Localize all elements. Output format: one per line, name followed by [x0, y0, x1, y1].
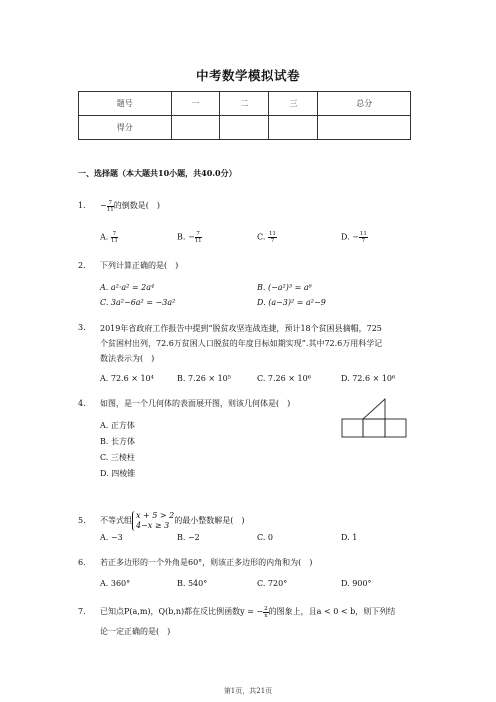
rect-face [363, 419, 385, 437]
inequality-system: x + 5 > 2 4−x ≥ 3 [132, 511, 174, 531]
net-diagram [341, 397, 407, 439]
table-header-cell: 二 [220, 92, 269, 116]
table-row [79, 92, 411, 116]
option-a[interactable]: A. $\frac{7}{11}$ [100, 231, 118, 244]
score-cell[interactable] [171, 116, 220, 140]
option-b[interactable]: B. 540° [177, 579, 208, 588]
option-b[interactable]: B. 长方体 [100, 437, 135, 446]
option-d[interactable]: D. 四棱锥 [100, 469, 136, 478]
option-b[interactable]: B. 7.26 × 10⁵ [177, 374, 231, 383]
option-c[interactable]: C. 720° [257, 579, 288, 588]
rect-face [342, 419, 363, 437]
option-d[interactable]: D. (a−3)² = a²−9 [257, 298, 326, 307]
table-row [79, 116, 411, 140]
question-3-line: 个贫困村出列，72.6万贫困人口脱贫的年度目标如期实现”.其中72.6万用科学记 [100, 339, 383, 348]
score-cell[interactable] [318, 116, 411, 140]
option-c[interactable]: C. $\frac{11}{7}$ [257, 231, 276, 244]
option-b[interactable]: B. − $\frac{7}{11}$ [177, 231, 202, 244]
question-7-line: 论一定正确的是( ) [100, 627, 171, 636]
question-3-line: 2019年省政府工作报告中提到“脱贫攻坚连战连捷，预计18个贫困县摘帽，725 [100, 324, 382, 333]
option-b[interactable]: B. (−a²)³ = a⁶ [257, 283, 312, 292]
question-1: 1. − $\frac{7}{11}$ 的倒数是( ) [78, 199, 160, 213]
question-2: 2. 下列计算正确的是( ) [78, 261, 179, 270]
question-5: 5. 不等式组 x + 5 > 2 4−x ≥ 3 的最小整数解是( ) [78, 511, 245, 530]
option-b[interactable]: B. −2 [177, 533, 200, 542]
option-a[interactable]: A. 360° [100, 579, 131, 588]
table-header-cell: 题号 [79, 92, 172, 116]
score-table [78, 91, 411, 140]
table-header-cell: 一 [171, 92, 220, 116]
option-d[interactable]: D. 900° [341, 579, 372, 588]
score-cell[interactable] [220, 116, 269, 140]
option-d[interactable]: D. 72.6 × 10⁶ [341, 374, 396, 383]
question-6: 6. 若正多边形的一个外角是60°，则该正多边形的内角和为( ) [78, 558, 313, 567]
table-row-label: 得分 [79, 116, 172, 140]
option-a[interactable]: A. −3 [100, 533, 123, 542]
rect-face [385, 419, 406, 437]
question-3-line: 数法表示为( ) [100, 354, 155, 363]
table-header-cell: 总分 [318, 92, 411, 116]
option-a[interactable]: A. a²·a² = 2a⁴ [100, 283, 155, 292]
triangle-face [363, 399, 385, 419]
option-c[interactable]: C. 三棱柱 [100, 453, 135, 462]
page-footer: 第1页，共21页 [223, 687, 273, 695]
option-d[interactable]: D. 1 [341, 533, 358, 542]
option-a[interactable]: A. 72.6 × 10⁴ [100, 374, 154, 383]
fraction: $\frac{7}{11}$ [106, 199, 114, 213]
table-header-cell: 三 [269, 92, 318, 116]
question-3-number: 3. [78, 323, 86, 332]
section-heading: 一、选择题（本大题共10小题，共40.0分） [78, 168, 237, 178]
option-a[interactable]: A. 正方体 [100, 421, 135, 430]
score-cell[interactable] [269, 116, 318, 140]
option-c[interactable]: C. 7.26 × 10⁶ [257, 374, 311, 383]
option-c[interactable]: C. 3a²−6a² = −3a² [100, 298, 176, 307]
option-c[interactable]: C. 0 [257, 533, 274, 542]
page-title: 中考数学模拟试卷 [195, 68, 300, 83]
option-d[interactable]: D. − $\frac{11}{7}$ [341, 231, 367, 244]
question-7: 7. 已知点P(a,m)，Q(b,n)都在反比例函数y = − $\frac{2}{x}$ 的图象上，且a < 0 < b，则下列结 [78, 605, 396, 619]
question-4: 4. 如图，是一个几何体的表面展开图，则该几何体是( ) [78, 399, 291, 408]
